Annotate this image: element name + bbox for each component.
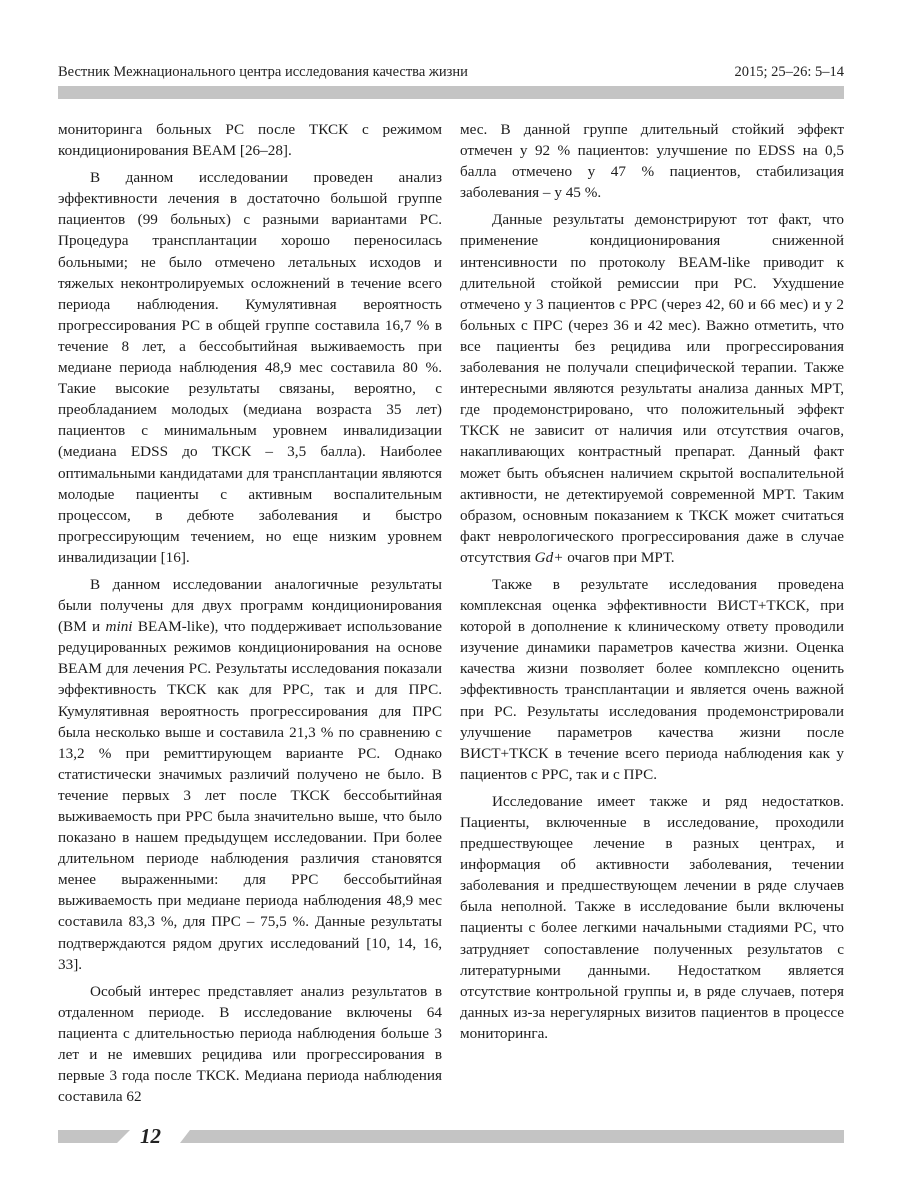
left-column	[58, 119, 442, 1113]
paragraph: мониторинга больных РС после ТКСК с режимом кондиционирования BEAM [26–28].	[58, 121, 442, 160]
italic-term: mini	[105, 618, 133, 636]
paragraph: Исследование имеет также и ряд недостатков. Пациенты, включенные в исследование, проходили предшествующее лечение в разных центрах, и информация об активности заболевания, течении заболевания и предшествующем лечении в ряде случаев была неполной. Также в исследование были включены пациенты с более легкими начальными стадиями РС, что затрудняет сопоставление полученных результатов с литературными данными. Недостатком является отсутствие контрольной группы и, в ряде случаев, потеря данных из-за нерегулярных визитов пациентов в процессе мониторинга.	[460, 792, 844, 1042]
paragraph: мес. В данной группе длительный стойкий эффект отмечен у 92 % пациентов: улучшение по EDSS на 0,5 балла отмечено у 47 % пациентов, стабилизация заболевания – у 45 %.	[460, 121, 844, 202]
journal-title: Вестник Межнационального центра исследования качества жизни	[58, 64, 468, 80]
footer-rule-right	[180, 1130, 844, 1143]
paragraph	[460, 209, 844, 568]
running-header	[58, 64, 844, 84]
paragraph: Также в результате исследования проведена комплексная оценка эффективности ВИСТ+ТКСК, при которой в дополнение к клиническому ответу проводили изучение динамики параметров качества жизни. Оценка качества жизни позволяет более комплексно оценить эффективность трансплантации и является очень важной при РС. Результаты исследования продемонстрировали улучшение параметров качества жизни после ВИСТ+ТКСК в течение всего периода наблюдения как у пациентов с РРС, так и с ПРС.	[460, 575, 844, 783]
paragraph: Особый интерес представляет анализ результатов в отдаленном периоде. В исследование включены 64 пациента с длительностью периода наблюдения больше 3 лет и не имевших рецидива или прогрессирования в первые 3 года после ТКСК. Медиана периода наблюдения составила 62	[58, 982, 442, 1106]
issue-citation: 2015; 25–26: 5–14	[734, 64, 844, 80]
text-run: Данные результаты демонстрируют тот факт, что применение кондиционирования сниженной интенсивности по протоколу BEAM-like приводит к длительной стойкой ремиссии при РС. Ухудшение отмечено у 3 пациентов с РРС (через 42, 60 и 66 мес) и у 2 больных с ПРС (через 36 и 42 мес). Важно отметить, что все пациенты без рецидива или прогрессирования заболевания не получали специфической терапии. Также интересными являются результаты анализа данных МРТ, где продемонстрировано, что положительный эффект ТКСК не зависит от наличия или отсутствия очагов, накапливающих контрастный препарат. Данный факт может быть объяснен наличием скрытой воспалительной активности, не детектируемой современной МРТ. Таким образом, основным показанием к ТКСК может считаться факт неврологического прогрессирования даже в случае отсутствия	[460, 211, 844, 566]
text-run: В данном исследовании аналогичные результаты были получены для двух программ кондиционирования (BM и	[58, 575, 442, 636]
paragraph: В данном исследовании проведен анализ эффективности лечения в достаточно большой группе пациентов (99 больных) с разными вариантами РС. Процедура трансплантации хорошо переносилась больными; не было отмечено летальных исходов и тяжелых неконтролируемых осложнений в течение всего периода наблюдения. Кумулятивная вероятность прогрессирования РС в общей группе составила 16,7 % в течение 8 лет, а бессобытийная выживаемость при медиане периода наблюдения 48,9 мес составила 80 %. Такие высокие результаты связаны, вероятно, с преобладанием молодых (медиана возраста 35 лет) пациентов с минимальным уровнем инвалидизации (медиана EDSS до ТКСК – 3,5 балла). Наиболее оптимальными кандидатами для трансплантации являются молодые пациенты с активным воспалительным процессом, в дебюте заболевания и быстро прогрессирующим течением, но еще низким уровнем инвалидизации [16].	[58, 169, 442, 566]
header-rule	[58, 86, 844, 99]
italic-term: Gd+	[534, 548, 564, 566]
right-column	[460, 119, 844, 1050]
paragraph	[58, 574, 442, 975]
text-run: BEAM-like), что поддерживает использование редуцированных режимов кондиционирования на основе BEAM для лечения РС. Результаты исследования показали эффективность ТКСК как для РРС, так и для ПРС. Кумулятивная вероятность прогрессирования для ПРС была несколько выше и составила 21,3 % по сравнению с 13,2 % при ремиттирующем варианте РС. Однако статистически значимых различий получено не было. В течение первых 3 лет после ТКСК бессобытийная выживаемость при РРС была значительно выше, что было показано в нашем предыдущем исследовании. При более длительном периоде наблюдения различия становятся менее выраженными: для РРС бессобытийная выживаемость при медиане периода наблюдения 48,9 мес составила 83,3 %, для ПРС – 75,5 %. Данные результаты подтверждаются рядом других исследований [10, 14, 16, 33].	[58, 618, 442, 973]
text-run: очагов при МРТ.	[563, 548, 675, 566]
page-number: 12	[140, 1124, 161, 1148]
footer-rule-left	[58, 1130, 130, 1143]
